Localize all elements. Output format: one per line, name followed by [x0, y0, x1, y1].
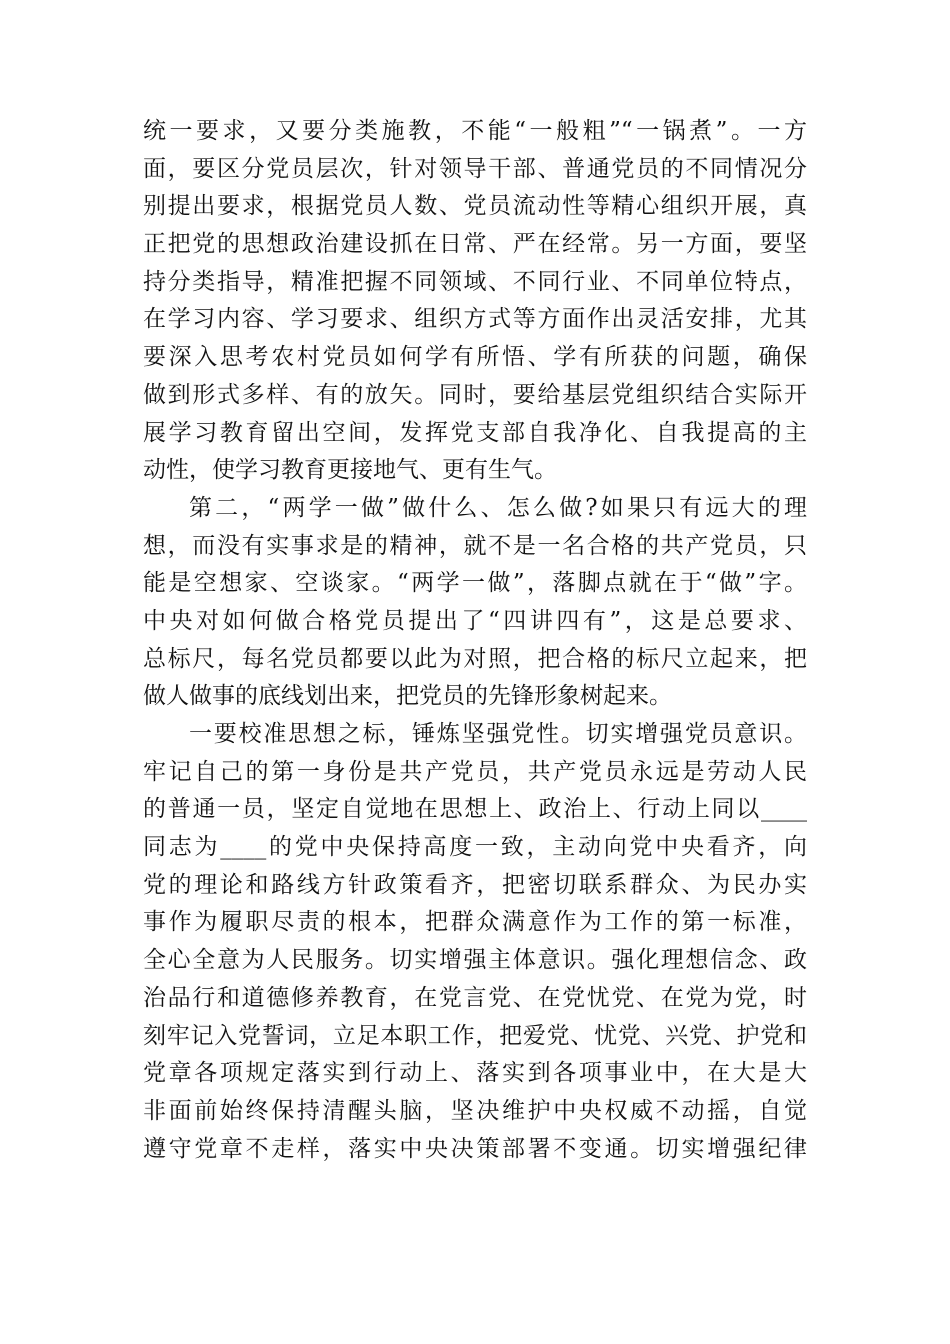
text-line: 非面前始终保持清醒头脑，坚决维护中央权威不动摇，自觉 — [143, 1097, 807, 1124]
text-line: 中央对如何做合格党员提出了“四讲四有”，这是总要求、 — [143, 607, 807, 634]
text-line: 正把党的思想政治建设抓在日常、严在经常。另一方面，要坚 — [143, 231, 807, 258]
text-line: 统一要求，又要分类施教，不能“一般粗”“一锅煮”。一方 — [143, 118, 807, 144]
text-line: 持分类指导，精准把握不同领域、不同行业、不同单位特点， — [143, 268, 807, 295]
text-line: 党的理论和路线方针政策看齐，把密切联系群众、为民办实 — [143, 871, 807, 898]
text-line: 牢记自己的第一身份是共产党员，共产党员永远是劳动人民 — [143, 758, 807, 785]
text-line: 党章各项规定落实到行动上、落实到各项事业中，在大是大 — [143, 1060, 807, 1087]
paragraph-first-line: 第二，“两学一做”做什么、怎么做?如果只有远大的理 — [189, 494, 807, 521]
text-line: 刻牢记入党誓词，立足本职工作，把爱党、忧党、兴党、护党和 — [143, 1022, 807, 1049]
text-line: 遵守党章不走样，落实中央决策部署不变通。切实增强纪律 — [143, 1135, 807, 1162]
text-line: 别提出要求，根据党员人数、党员流动性等精心组织开展，真 — [143, 193, 807, 220]
text-line: 展学习教育留出空间，发挥党支部自我净化、自我提高的主 — [143, 419, 807, 446]
text-line: 全心全意为人民服务。切实增强主体意识。强化理想信念、政 — [143, 947, 807, 974]
text-line: 治品行和道德修养教育，在党言党、在党忧党、在党为党，时 — [143, 984, 807, 1011]
text-line: 要深入思考农村党员如何学有所悟、学有所获的问题，确保 — [143, 344, 807, 371]
paragraph-end-line: 做人做事的底线划出来，把党员的先锋形象树起来。 — [143, 683, 672, 710]
text-line: 能是空想家、空谈家。“两学一做”，落脚点就在于“做”字。 — [143, 570, 807, 597]
paragraph-first-line: 一要校准思想之标，锤炼坚强党性。切实增强党员意识。 — [189, 721, 807, 747]
paragraph-end-line: 动性，使学习教育更接地气、更有生气。 — [143, 457, 557, 484]
text-line: 总标尺，每名党员都要以此为对照，把合格的标尺立起来，把 — [143, 645, 807, 672]
text-line: 同志为____的党中央保持高度一致，主动向党中央看齐，向 — [143, 834, 807, 861]
text-line: 在学习内容、学习要求、组织方式等方面作出灵活安排，尤其 — [143, 306, 807, 333]
text-line: 面，要区分党员层次，针对领导干部、普通党员的不同情况分 — [143, 155, 807, 182]
text-line: 事作为履职尽责的根本，把群众满意作为工作的第一标准， — [143, 909, 807, 936]
body-text — [143, 113, 807, 1168]
text-line: 做到形式多样、有的放矢。同时，要给基层党组织结合实际开 — [143, 381, 807, 408]
text-line: 的普通一员，坚定自觉地在思想上、政治上、行动上同以____ — [143, 796, 807, 823]
text-line: 想，而没有实事求是的精神，就不是一名合格的共产党员，只 — [143, 532, 807, 559]
